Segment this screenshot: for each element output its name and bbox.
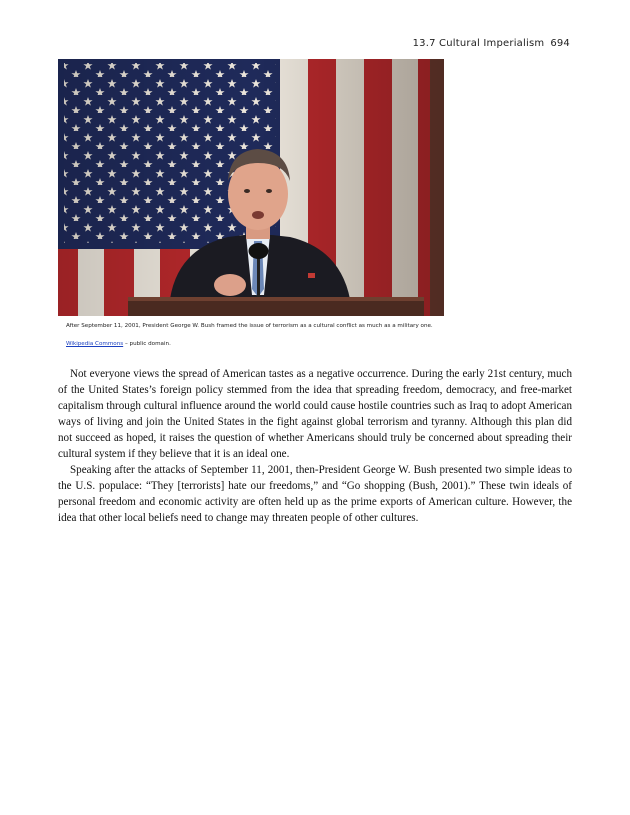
running-header xyxy=(413,38,570,49)
body-text xyxy=(58,366,572,526)
caption-text: After September 11, 2001, President George W. Bush framed the issue of terrorism as a cultural conflict as much as a military one. xyxy=(66,323,433,329)
wikipedia-commons-link[interactable]: Wikipedia Commons xyxy=(66,341,124,347)
credit-license: – public domain. xyxy=(123,341,171,347)
speech-photo xyxy=(58,59,444,316)
page-number: 694 xyxy=(550,38,570,49)
figure-caption xyxy=(66,322,566,349)
section-title: 13.7 Cultural Imperialism xyxy=(412,38,545,49)
photo-illustration xyxy=(58,59,444,316)
photo-credit xyxy=(66,340,566,349)
paragraph-1: Not everyone views the spread of American tastes as a negative occurrence. During the early 21st century, much of the United States’s foreign policy stemmed from the idea that spreading freedom, democracy, and free-market capitalism through cultural influence around the world could cause hostile countries such as Iraq to adopt American ways of living and join the United States in the fight against global terrorism and tyranny. Although this plan did not succeed as hoped, it raises the question of whether Americans should truly be concerned about spreading their cultural system if they believe that it is an ideal one. xyxy=(58,368,572,460)
paragraph-2: Speaking after the attacks of September 11, 2001, then-President George W. Bush presented two simple ideas to the U.S. populace: “They [terrorists] hate our freedoms,” and “Go shopping (Bush, 2001).” These twin ideals of personal freedom and economic activity are often held up as the prime exports of American culture. However, the idea that other local beliefs need to change may threaten people of other cultures. xyxy=(58,464,572,524)
